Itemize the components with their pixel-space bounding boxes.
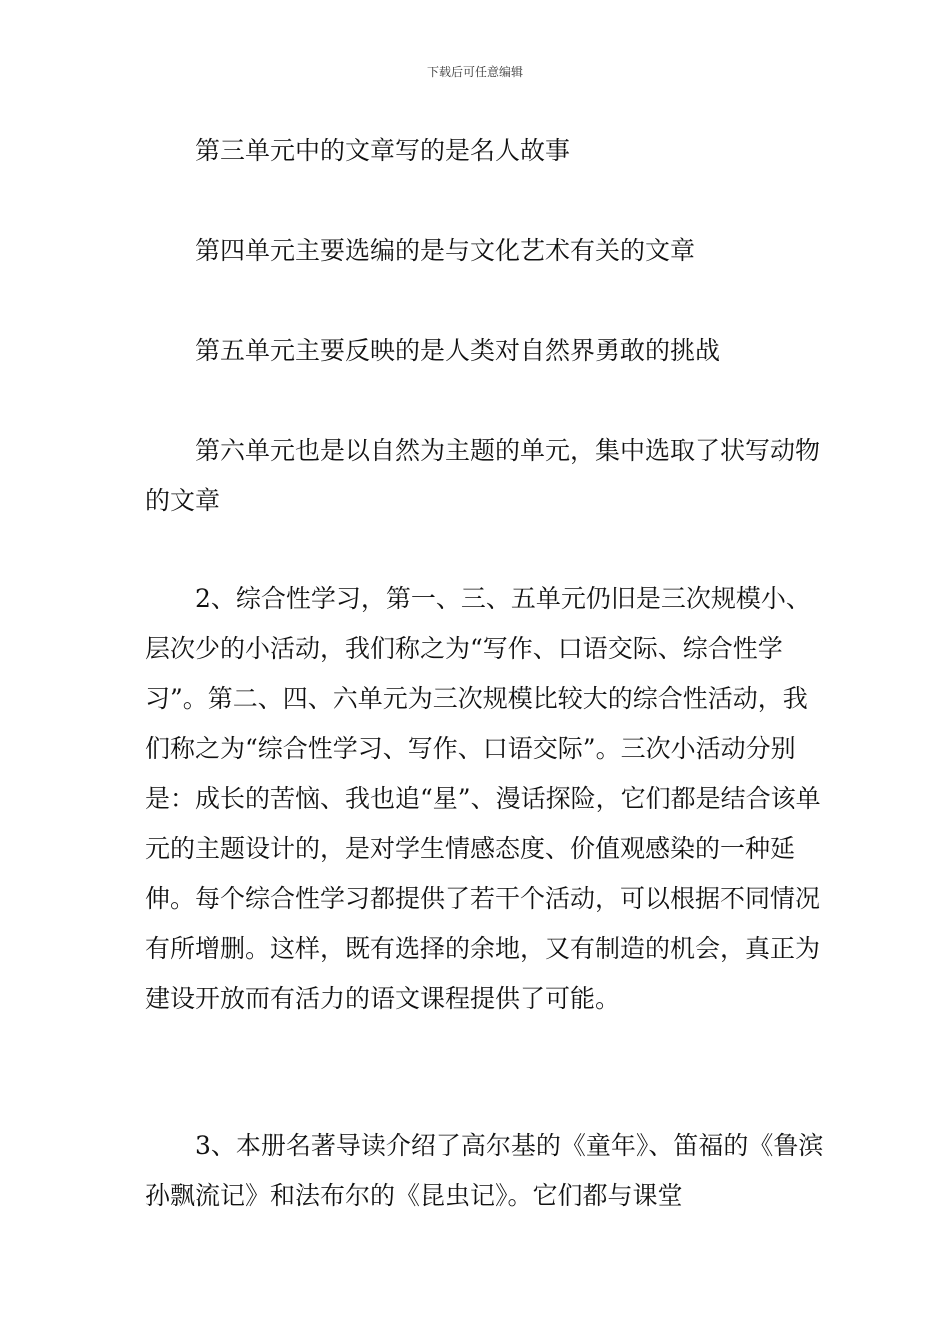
paragraph-unit-three: 第三单元中的文章写的是名人故事 bbox=[195, 136, 571, 165]
paragraph-classic-reading-guide: 3、本册名著导读介绍了高尔基的《童年》、笛福的《鲁滨孙飘流记》和法布尔的《昆虫记》。它们都与课堂 bbox=[145, 1131, 824, 1210]
page-header: 下载后可任意编辑 bbox=[426, 65, 523, 79]
paragraph-comprehensive-learning: 2、综合性学习，第一、三、五单元仍旧是三次规模小、层次少的小活动，我们称之为“写作、口语交际、综合性学习”。第二、四、六单元为三次规模比较大的综合性活动，我们称之为“综合性学习、写作、口语交际”。三次小活动分别是：成长的苦恼、我也追“星”、漫话探险，它们都是结合该单元的主题设计的，是对学生情感态度、价值观感染的一种延伸。每个综合性学习都提供了若干个活动，可以根据不同情况有所增删。这样，既有选择的余地，又有制造的机会，真正为建设开放而有活力的语文课程提供了可能。 bbox=[145, 584, 821, 1013]
paragraph-unit-four: 第四单元主要选编的是与文化艺术有关的文章 bbox=[195, 236, 696, 265]
paragraph-unit-five: 第五单元主要反映的是人类对自然界勇敢的挑战 bbox=[195, 336, 721, 365]
paragraph-unit-six: 第六单元也是以自然为主题的单元，集中选取了状写动物的文章 bbox=[145, 436, 821, 515]
